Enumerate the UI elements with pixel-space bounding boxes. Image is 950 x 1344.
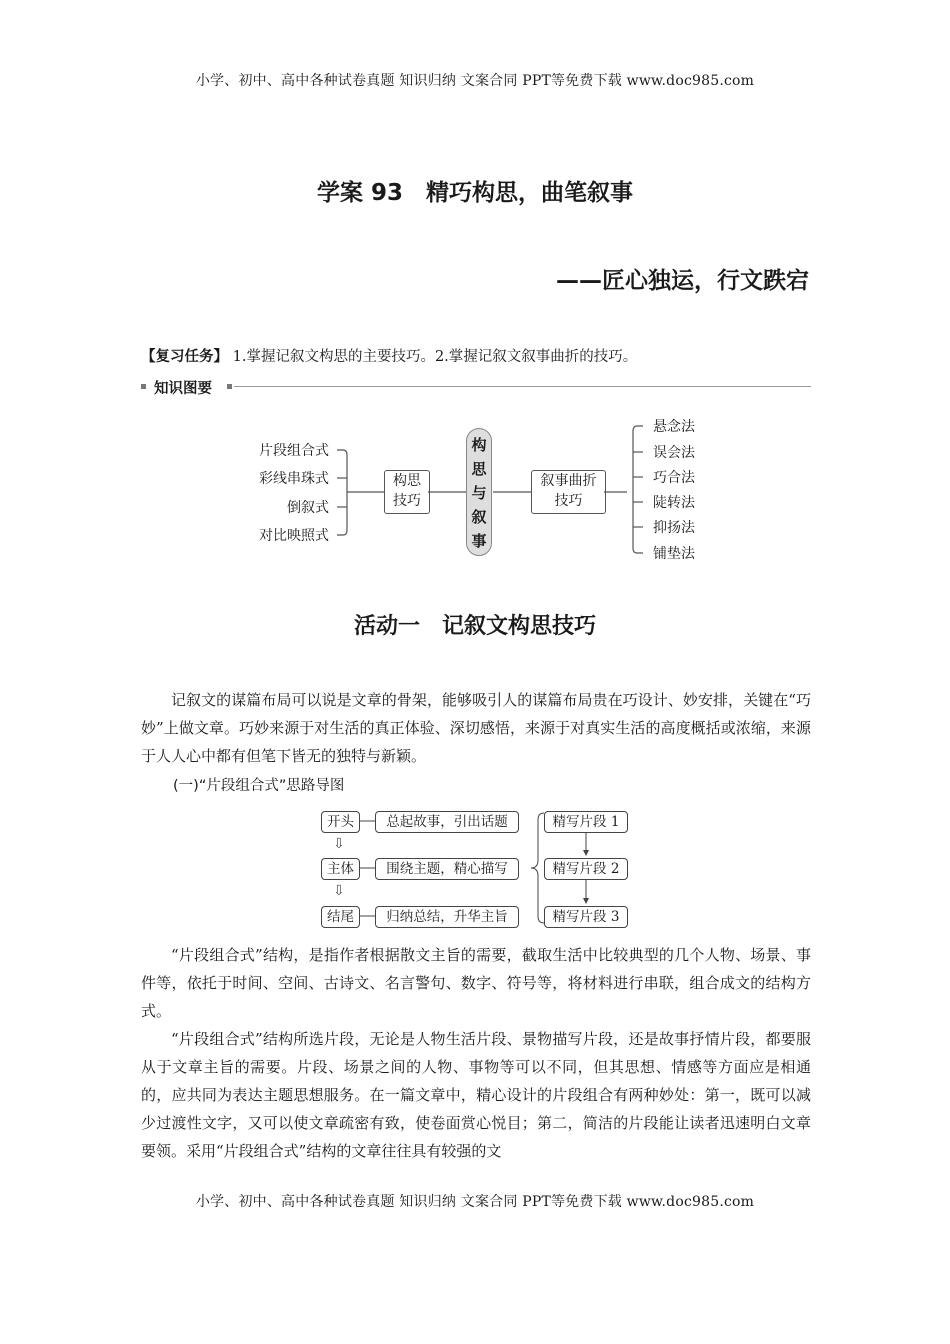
map-node-line: 技巧 xyxy=(393,493,421,509)
subsection-title: (一)“片段组合式”思路导图 xyxy=(173,778,345,794)
map-center-char: 与 xyxy=(471,484,487,502)
flow-stage-box: 主体 xyxy=(321,858,360,880)
map-center-char: 构 xyxy=(471,436,487,454)
map-node-line: 技巧 xyxy=(554,493,583,509)
page-header: 小学、初中、高中各种试卷真题 知识归纳 文案合同 PPT等免费下载 www.doc985.com xyxy=(195,73,755,89)
review-task-label: 【复习任务】 xyxy=(141,349,228,365)
map-left-item: 对比映照式 xyxy=(259,528,329,544)
map-right-item: 悬念法 xyxy=(653,419,695,435)
down-arrow-icon: ⇩ xyxy=(333,883,345,899)
page-title: 学案 93 精巧构思，曲笔叙事 xyxy=(316,180,633,206)
map-node-line: 构思 xyxy=(393,473,421,489)
map-right-item: 铺垫法 xyxy=(653,546,695,562)
map-right-item: 抑扬法 xyxy=(653,520,695,536)
section-title: 活动一 记叙文构思技巧 xyxy=(353,614,596,639)
map-center-char: 事 xyxy=(471,532,487,550)
flow-stage-box: 开头 xyxy=(321,811,360,833)
intro-paragraph: 记叙文的谋篇布局可以说是文章的骨架，能够吸引人的谋篇布局贵在巧设计、妙安排，关键在“巧妙”上做文章。巧妙来源于对生活的真正体验、深切感悟，来源于对真实生活的高度概括或浓缩，来源于人人心中都有但笔下皆无的独特与新颖。 xyxy=(141,691,811,765)
map-right-item: 巧合法 xyxy=(653,470,695,486)
page-footer: 小学、初中、高中各种试卷真题 知识归纳 文案合同 PPT等免费下载 www.doc985.com xyxy=(195,1194,755,1210)
map-right-item: 陡转法 xyxy=(653,495,695,511)
down-arrow-icon: ⇩ xyxy=(333,836,345,852)
body-paragraph: “片段组合式”结构，是指作者根据散文主旨的需要，截取生活中比较典型的几个人物、场景、事件等，依托于时间、空间、古诗文、名言警句、数字、符号等，将材料进行串联，组合成文的结构方式。 xyxy=(141,946,811,1020)
flow-description-box: 围绕主题，精心描写 xyxy=(375,858,519,880)
map-center-char: 思 xyxy=(471,460,487,478)
map-center-char: 叙 xyxy=(471,508,487,526)
map-left-item: 倒叙式 xyxy=(287,500,329,516)
body-paragraph: “片段组合式”结构所选片段，无论是人物生活片段、景物描写片段，还是故事抒情片段，都要服从于文章主旨的需要。片段、场景之间的人物、事物等可以不同，但其思想、情感等方面应是相通的，应共同为表达主题思想服务。在一篇文章中，精心设计的片段组合有两种妙处：第一，既可以减少过渡性文字，又可以使文章疏密有致，使卷面赏心悦目；第二，简洁的片段能让读者迅速明白文章要领。采用“片段组合式”结构的文章往往具有较强的文 xyxy=(141,1030,811,1160)
review-task-text: 1.掌握记叙文构思的主要技巧。2.掌握记叙文叙事曲折的技巧。 xyxy=(232,349,638,365)
flow-fragment-box: 精写片段 2 xyxy=(544,858,628,880)
flow-fragment-box: 精写片段 1 xyxy=(544,811,628,833)
flow-fragment-box: 精写片段 3 xyxy=(544,906,628,928)
page-subtitle: ——匠心独运，行文跌宕 xyxy=(556,268,809,294)
map-left-item: 片段组合式 xyxy=(259,443,329,459)
map-right-item: 误会法 xyxy=(653,445,695,461)
map-node-line: 叙事曲折 xyxy=(540,473,597,489)
flow-stage-box: 结尾 xyxy=(321,906,360,928)
knowledge-map-heading: 知识图要 xyxy=(154,381,212,397)
map-left-item: 彩线串珠式 xyxy=(259,471,329,487)
flow-description-box: 归纳总结，升华主旨 xyxy=(375,906,519,928)
flow-description-box: 总起故事，引出话题 xyxy=(375,811,519,833)
